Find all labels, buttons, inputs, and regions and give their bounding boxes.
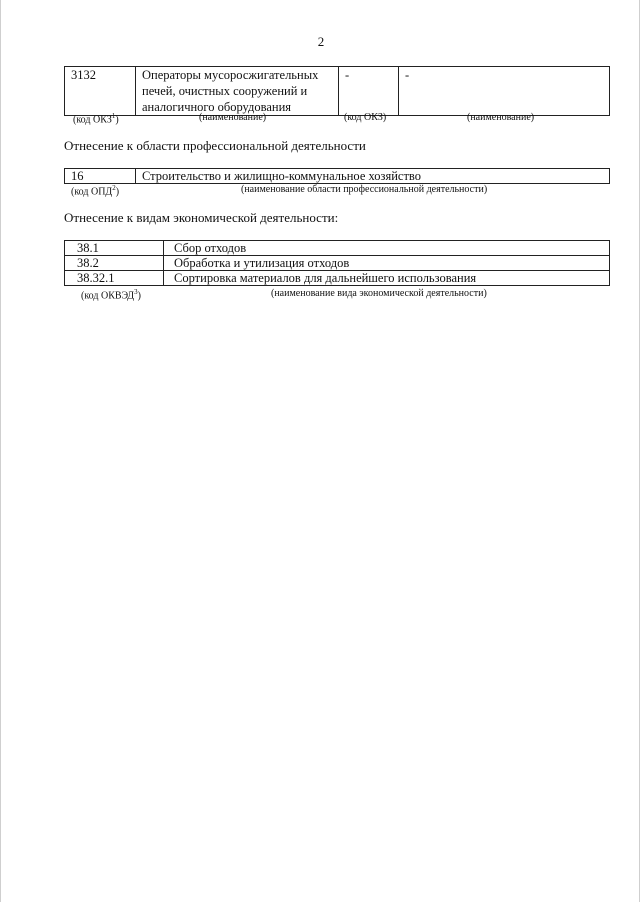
footnote-mark: 1 — [111, 112, 116, 120]
caption-text: ) — [115, 114, 119, 126]
page-number: 2 — [317, 34, 325, 49]
opd-name-cell: Строительство и жилищно-коммунальное хозяйство — [136, 169, 610, 184]
caption-text: ) — [137, 290, 141, 302]
table-row — [65, 67, 610, 116]
okved-code-cell: 38.32.1 — [65, 271, 164, 286]
okved-name-caption: (наименование вида экономической деятельности) — [271, 288, 487, 299]
okved-name-cell: Сбор отходов — [164, 241, 610, 256]
opd-code-cell: 16 — [65, 169, 136, 184]
okved-code-cell: 38.1 — [65, 241, 164, 256]
caption-text: ) — [115, 186, 120, 198]
okz-name-line: аналогичного оборудования — [142, 100, 292, 114]
footnote-mark: 2 — [112, 184, 116, 192]
table-row — [65, 169, 610, 184]
okz-code2-caption: (код ОКЗ) — [344, 112, 387, 123]
table-row — [65, 271, 610, 286]
caption-text: (код ОПД — [71, 186, 113, 198]
okz-name-cell — [136, 67, 339, 116]
table-row — [65, 241, 610, 256]
caption-text: (код ОКЗ — [73, 114, 112, 126]
okz-table — [64, 66, 610, 116]
okved-name-cell: Обработка и утилизация отходов — [164, 256, 610, 271]
caption-text: (код ОКВЭД — [81, 290, 135, 302]
okved-code-caption — [81, 288, 141, 301]
okz-name2-caption: (наименование) — [467, 112, 535, 123]
okz-code-caption — [73, 112, 119, 125]
opd-table — [64, 168, 610, 184]
okved-section-title: Отнесение к видам экономической деятельности: — [64, 210, 339, 225]
okved-code-cell: 38.2 — [65, 256, 164, 271]
opd-section-title: Отнесение к области профессиональной деятельности — [64, 138, 366, 153]
okz-name-caption: (наименование) — [199, 112, 267, 123]
okz-code2-cell: - — [339, 67, 399, 116]
footnote-mark: 3 — [134, 288, 138, 296]
table-row — [65, 256, 610, 271]
okz-code-cell: 3132 — [65, 67, 136, 116]
opd-name-caption: (наименование области профессиональной деятельности) — [241, 184, 488, 195]
okz-name2-cell: - — [399, 67, 610, 116]
okz-name-line: Операторы мусоросжигательных — [142, 68, 319, 82]
okz-name-line: печей, очистных сооружений и — [142, 84, 308, 98]
okved-table — [64, 240, 610, 286]
okved-name-cell: Сортировка материалов для дальнейшего использования — [164, 271, 610, 286]
opd-code-caption — [71, 184, 119, 197]
